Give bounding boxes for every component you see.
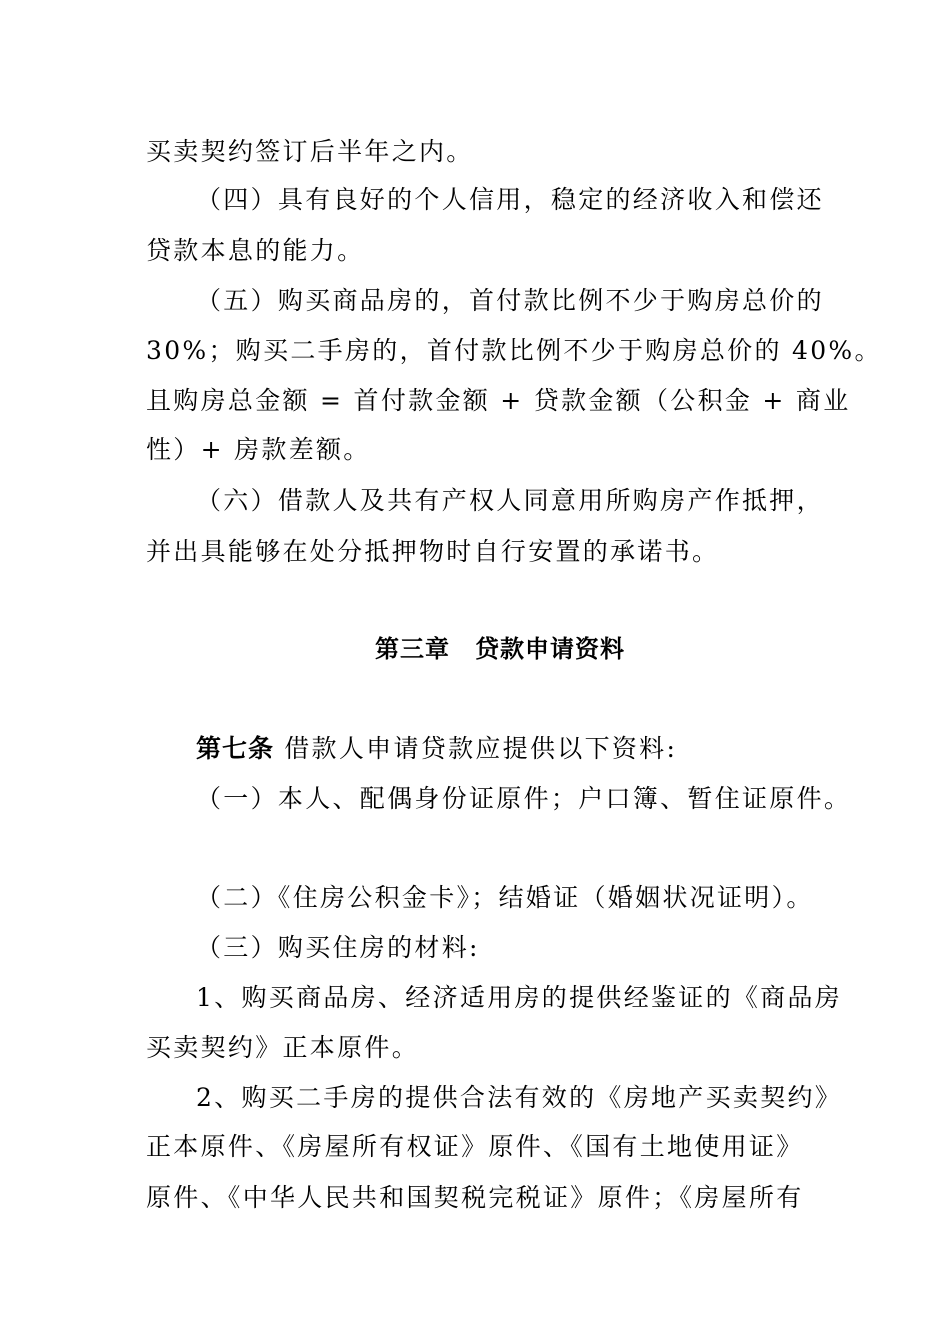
paragraph-line: 正本原件、《房屋所有权证》原件、《国有土地使用证》 (146, 1132, 804, 1161)
paragraph-line: 原件、《中华人民共和国契税完税证》原件；《房屋所有 (146, 1183, 804, 1212)
list-item: （三）购买住房的材料: (196, 933, 480, 962)
paragraph-line: （六）借款人及共有产权人同意用所购房产作抵押， (196, 486, 824, 515)
paragraph-line: （五）购买商品房的，首付款比例不少于购房总价的 (196, 286, 824, 315)
paragraph-line: 且购房总金额 = 首付款金额 + 贷款金额（公积金 + 商业 (146, 386, 851, 415)
list-item: 2、购买二手房的提供合法有效的《房地产买卖契约》 (196, 1083, 843, 1112)
article-label: 第七条 (196, 734, 275, 763)
paragraph-line: 买卖契约》正本原件。 (146, 1033, 420, 1062)
paragraph-line: 买卖契约签订后半年之内。 (146, 137, 474, 166)
chapter-heading: 第三章 贷款申请资料 (375, 635, 625, 663)
list-item: （一）本人、配偶身份证原件；户口簿、暂住证原件。 (196, 784, 852, 813)
list-item: （二）《住房公积金卡》；结婚证（婚姻状况证明）。 (196, 883, 814, 912)
paragraph-line: 并出具能够在处分抵押物时自行安置的承诺书。 (146, 537, 720, 566)
paragraph-line: 30%；购买二手房的，首付款比例不少于购房总价的 40%。 (146, 336, 882, 365)
paragraph-line: 贷款本息的能力。 (146, 236, 365, 265)
list-item: 1、购买商品房、经济适用房的提供经鉴证的《商品房 (196, 983, 843, 1012)
article-heading (196, 733, 677, 765)
paragraph-line: （四）具有良好的个人信用，稳定的经济收入和偿还 (196, 185, 824, 214)
paragraph-line: 性）+ 房款差额。 (146, 435, 371, 464)
article-text: 借款人申请贷款应提供以下资料: (274, 734, 678, 763)
